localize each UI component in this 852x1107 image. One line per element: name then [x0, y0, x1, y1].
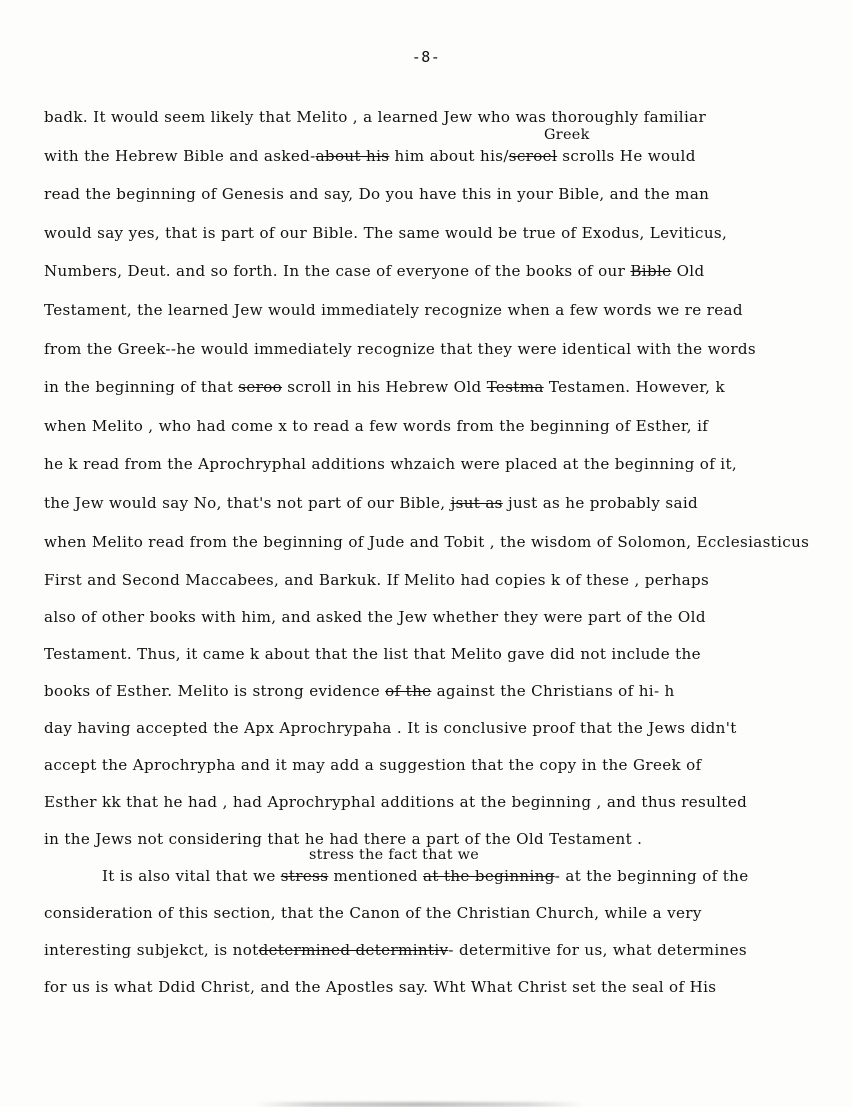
line-text: from the Greek--he would immediately recognize that they were identical with the words — [44, 339, 756, 358]
line-text: Testament, the learned Jew would immediately recognize when a few words we re read — [44, 300, 743, 319]
line-text-pre: in the beginning of that — [44, 378, 239, 397]
line-text: Esther kk that he had , had Aprochryphal additions at the beginning , and thus resulted — [44, 793, 748, 812]
struck-text: seroo — [238, 378, 283, 397]
line-text: for us is what Ddid Christ, and the Apostles say. Wht What Christ set the seal of His — [44, 978, 717, 997]
line-text-post: Testamen. However, k — [543, 378, 725, 397]
line-text: Testament. Thus, it came k about that the list that Melito gave did not include the — [44, 645, 701, 664]
struck-text: at the beginning — [423, 867, 555, 886]
line-text: consideration of this section, that the Canon of the Christian Church, while a very — [44, 904, 702, 923]
line-text: First and Second Maccabees, and Barkuk. If Melito had copies k of these , perhaps — [44, 571, 710, 590]
text-line — [44, 340, 834, 379]
struck-text: of the — [385, 682, 432, 701]
text-line — [44, 224, 834, 263]
text-line — [44, 645, 834, 682]
text-line — [44, 126, 834, 186]
line-text: read the beginning of Genesis and say, Do you have this in your Bible, and the man — [44, 185, 710, 204]
text-line — [44, 262, 834, 301]
text-line — [44, 455, 834, 494]
line-text: in the Jews not considering that he had there a part of the Old Testament . — [44, 830, 643, 849]
handwritten-insertion: stress the fact that we — [309, 847, 480, 864]
text-line — [44, 682, 834, 719]
line-text-pre: books of Esther. Melito is strong evidence — [44, 682, 386, 701]
line-text: day having accepted the Apx Aprochrypaha . It is conclusive proof that the Jews didn't — [44, 719, 737, 738]
line-text-pre: interesting subjekct, is not — [44, 941, 259, 960]
text-line — [44, 756, 834, 793]
struck-text: jsut as — [450, 493, 503, 512]
line-text-post: - at the beginning of the — [554, 867, 749, 886]
struck-text: Testma — [486, 378, 544, 397]
text-line — [44, 941, 834, 978]
text-line — [44, 494, 834, 533]
line-text-pre: It is also vital that we — [102, 867, 281, 886]
line-text-pre: the Jew would say No, that's not part of our Bible, — [44, 493, 451, 512]
document-body — [44, 108, 834, 1015]
line-text-mid: scroll in his Hebrew Old — [282, 378, 487, 397]
line-text-post: just as he probably said — [502, 493, 699, 512]
line-text-post: Old — [671, 262, 705, 281]
line-text-pre: with the Hebrew Bible and asked- — [44, 146, 316, 165]
line-text: would say yes, that is part of our Bible. The same would be true of Exodus, Leviticus, — [44, 223, 728, 242]
struck-text: about his — [315, 146, 390, 165]
line-text: also of other books with him, and asked the Jew whether they were part of the Old — [44, 608, 706, 627]
text-line — [44, 608, 834, 645]
line-text: badk. It would seem likely that Melito , a learned Jew who was thoroughly familiar — [44, 108, 707, 126]
text-line — [44, 978, 834, 1015]
line-text: when Melito , who had come x to read a few words from the beginning of Esther, if — [44, 416, 709, 435]
line-text: he k read from the Aprochryphal additions whzaich were placed at the beginning of it, — [44, 455, 738, 474]
text-line — [44, 417, 834, 456]
struck-text: scroel — [508, 146, 558, 165]
line-text-post: - determitive for us, what determines — [448, 941, 747, 960]
text-line — [44, 904, 834, 941]
page-edge-smudge — [255, 1102, 585, 1107]
line-text-post: scrolls He would — [557, 146, 696, 165]
line-text-mid: him about his/ — [389, 146, 509, 165]
page-number: -8- — [411, 48, 441, 66]
text-line — [44, 301, 834, 340]
text-line — [44, 847, 834, 904]
handwritten-insertion: Greek — [544, 126, 590, 143]
line-text-post: against the Christians of hi- h — [431, 682, 675, 701]
text-line — [44, 571, 834, 608]
line-text: accept the Aprochrypha and it may add a suggestion that the copy in the Greek of — [44, 756, 702, 775]
text-line — [44, 378, 834, 417]
text-line — [44, 793, 834, 830]
line-text-mid: mentioned — [328, 867, 424, 886]
struck-text: determined determintiv — [258, 941, 449, 960]
struck-text: stress — [280, 867, 329, 886]
line-text-pre: Numbers, Deut. and so forth. In the case of everyone of the books of our — [44, 262, 631, 281]
text-line — [44, 719, 834, 756]
text-line — [44, 533, 834, 572]
text-line — [44, 185, 834, 224]
line-text: when Melito read from the beginning of Jude and Tobit , the wisdom of Solomon, Ecclesiasticus — [44, 532, 810, 551]
text-line — [44, 108, 834, 147]
struck-text: Bible — [630, 262, 672, 281]
